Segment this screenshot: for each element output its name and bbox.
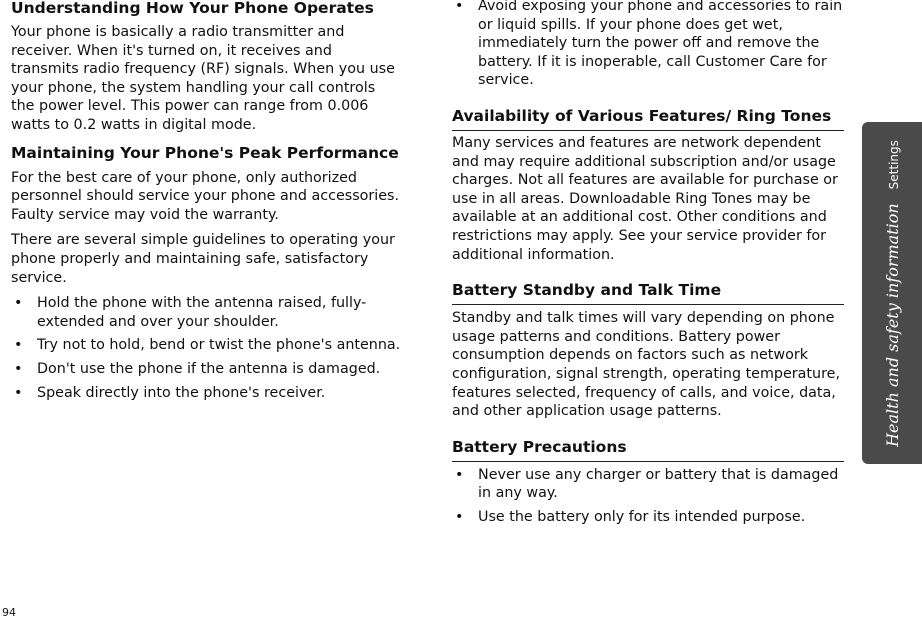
list-item: • Use the battery only for its intended purpose. — [452, 508, 844, 527]
list-item: • Never use any charger or battery that is damaged in any way. — [452, 466, 844, 503]
list-item: • Hold the phone with the antenna raised, fully-extended and over your shoulder. — [11, 294, 403, 331]
heading-how-phone-operates: Understanding How Your Phone Operates — [11, 0, 374, 17]
list-item: • Don't use the phone if the antenna is damaged. — [11, 360, 403, 379]
heading-features-ringtones: Availability of Various Features/ Ring Tones — [452, 107, 844, 131]
heading-standby-talk-time: Battery Standby and Talk Time — [452, 281, 844, 305]
page-number: 94 — [2, 606, 16, 619]
battery-bullet-list — [452, 466, 844, 527]
heading-peak-performance: Maintaining Your Phone's Peak Performance — [11, 143, 399, 162]
chapter-subtitle: Settings — [886, 139, 901, 189]
performance-bullet-list — [11, 294, 403, 402]
para-authorized-service: For the best care of your phone, only authorized personnel should service your phone and accessories. Faulty service may void the warranty. — [11, 169, 400, 223]
chapter-title: Health and safety information — [882, 202, 902, 447]
para-features-ringtones: Many services and features are network dependent and may require additional subscription and/or usage charges. Not all features are available for purchase or use in all areas. Downloadable Ring Tones may be available at an additional cost. Other conditions and restrictions may apply. See your service provider for additional information. — [452, 134, 838, 263]
heading-battery-precautions: Battery Precautions — [452, 438, 844, 462]
chapter-side-tab-text — [862, 122, 922, 464]
exposure-bullet-list — [452, 0, 844, 90]
para-guidelines: There are several simple guidelines to operating your phone properly and maintaining safe, satisfactory service. — [11, 232, 395, 286]
para-standby-talk-time: Standby and talk times will vary depending on phone usage patterns and conditions. Battery power consumption depends on factors such as network configuration, signal strength, operating temperature, features selected, frequency of calls, and voice, data, and other application usage patterns. — [452, 310, 840, 420]
list-item: • Speak directly into the phone's receiver. — [11, 384, 403, 403]
para-how-phone-operates: Your phone is basically a radio transmitter and receiver. When it's turned on, it receives and transmits radio frequency (RF) signals. When you use your phone, the system handling your call controls the power level. This power can range from 0.006 watts to 0.2 watts in digital mode. — [11, 24, 395, 133]
right-column — [452, 0, 844, 526]
list-item: • Try not to hold, bend or twist the phone's antenna. — [11, 336, 403, 355]
list-item: • Avoid exposing your phone and accessories to rain or liquid spills. If your phone does get wet, immediately turn the power off and remove the battery. If it is inoperable, call Customer Care for service. — [452, 0, 844, 90]
left-column — [11, 0, 403, 402]
